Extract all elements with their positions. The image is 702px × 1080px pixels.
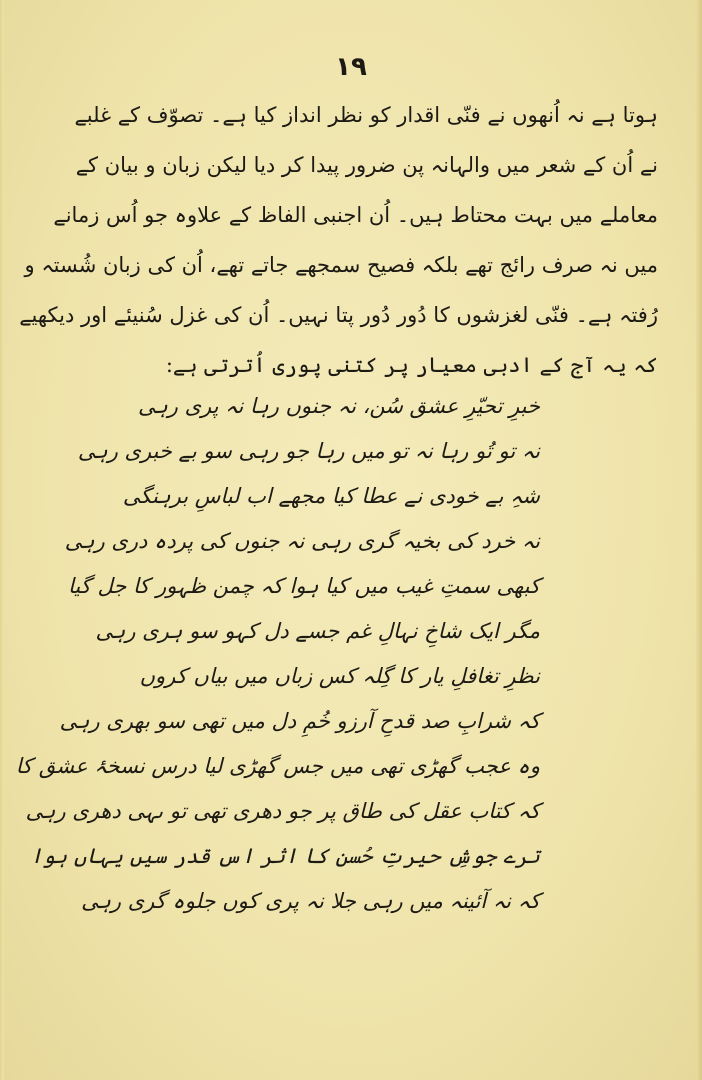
prose-line: کہ یہ آج کے ادبی معیار پر کتنی پوری اُترتی ہے: — [165, 353, 658, 377]
page-number: ۱۹ — [335, 52, 367, 82]
verse-line: کہ کتاب عقل کی طاق پر جو دھری تھی تو ںہی دھری رہی — [25, 799, 540, 823]
prose-line: رُفتہ ہے۔ فنّی لغزشوں کا دُور دُور پتا نہیں۔ اُن کی غزل سُنیئے اور دیکھیے — [19, 303, 658, 327]
page-left-edge — [0, 0, 4, 1080]
verse-line: نہ تو تُو رہا نہ تو میں رہا جو رہی سو بے خبری رہی — [77, 439, 540, 463]
ghazal-verses — [15, 384, 540, 924]
prose-line: معاملے میں بہت محتاط ہیں۔ اُن اجنبی الفاظ کے علاوہ جو اُس زمانے — [53, 203, 658, 227]
verse-line: کہ شرابِ صد قدحِ آرزو خُمِ دل میں تھی سو بھری رہی — [59, 709, 540, 733]
verse-line: وہ عجب گھڑی تھی میں جس گھڑی لیا درس نسخۂ عشق کا — [15, 754, 540, 778]
verse-line: نظرِ تغافلِ یار کا گِلہ کس زباں میں بیاں کروں — [139, 664, 540, 688]
verse-line: ترے جوشِ حیرتِ حُسن کا اثر اس قدر سیں یہاں ہوا — [30, 844, 540, 868]
verse-line: کہ نہ آئینہ میں رہی جلا نہ پری کوں جلوہ گری رہی — [81, 889, 540, 913]
verse-line: مگر ایک شاخِ نہالِ غم جسے دل کہو سو ہری رہی — [95, 619, 540, 643]
prose-line: میں نہ صرف رائج تھے بلکہ فصیح سمجھے جاتے تھے، اُن کی زبان شُستہ و — [24, 253, 658, 277]
page-right-edge — [696, 0, 702, 1080]
prose-line: نے اُن کے شعر میں والہانہ پن ضرور پیدا کر دیا لیکن زبان و بیان کے — [75, 153, 658, 177]
verse-line: کبھی سمتِ غیب میں کیا ہوا کہ چمن ظہور کا جل گیا — [68, 574, 540, 598]
verse-line: خبرِ تحیّرِ عشق سُن، نہ جنوں رہا نہ پری رہی — [138, 394, 540, 418]
verse-line: نہ خرد کی بخیہ گری رہی نہ جنوں کی پردہ دری رہی — [64, 529, 540, 553]
verse-line: شہِ بے خودی نے عطا کیا مجھے اب لباسِ برہنگی — [122, 484, 540, 508]
prose-line: ہوتا ہے نہ اُنھوں نے فنّی اقدار کو نظر انداز کیا ہے۔ تصوّف کے غلبے — [74, 103, 658, 127]
prose-paragraph — [19, 90, 658, 390]
